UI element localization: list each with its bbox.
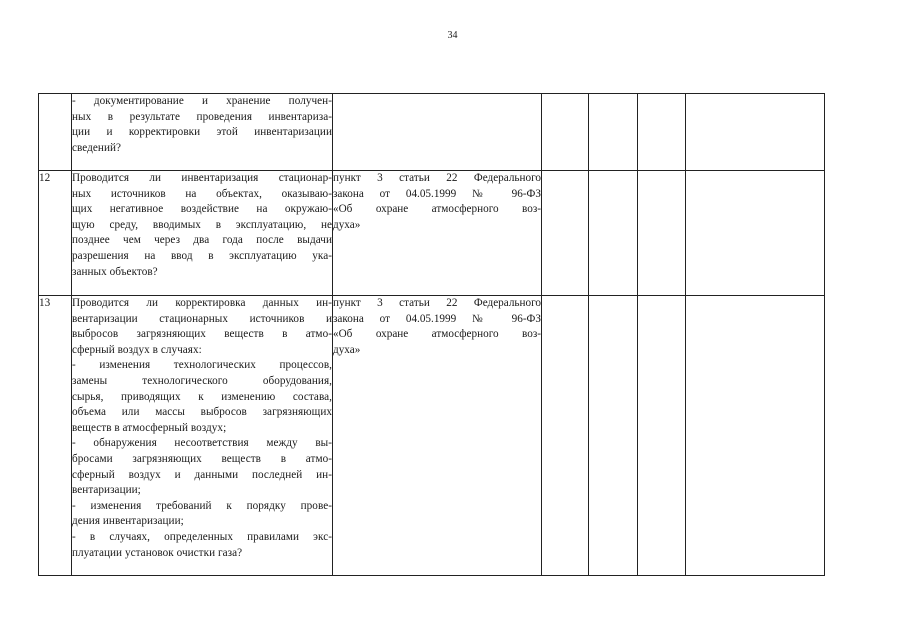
question-line: ции и корректировки этой инвентаризации xyxy=(72,126,332,139)
question-line: - документирование и хранение получен- xyxy=(72,95,332,107)
table-row xyxy=(39,171,825,296)
answer-no-cell xyxy=(589,171,638,296)
question-line: вентаризации; xyxy=(72,484,141,497)
question-cell xyxy=(72,171,333,296)
question-line: - изменения требований к порядку прове- xyxy=(72,499,332,512)
legal-reference-cell xyxy=(333,94,542,171)
question-line: выбросов загрязняющих веществ в атмо- xyxy=(72,328,332,341)
legal-reference-line: духа» xyxy=(333,218,361,231)
question-line: разрешения на ввод в эксплуатацию ука- xyxy=(72,249,332,262)
question-line: замены технологического оборудования, xyxy=(72,374,332,387)
page-number: 34 xyxy=(447,30,458,41)
legal-reference-line: «Об охране атмосферного воз- xyxy=(333,328,541,341)
question-line: сырья, приводящих к изменению состава, xyxy=(72,390,332,403)
question-line: Проводится ли инвентаризация стационар- xyxy=(72,172,332,184)
note-cell xyxy=(686,94,825,171)
answer-yes-cell xyxy=(542,296,589,576)
legal-reference-line: закона от 04.05.1999 № 96-ФЗ xyxy=(333,312,541,325)
row-number-cell: 13 xyxy=(39,296,72,576)
question-line: бросами загрязняющих веществ в атмо- xyxy=(72,452,332,465)
legal-reference-line: закона от 04.05.1999 № 96-ФЗ xyxy=(333,187,541,200)
question-line: ных источников на объектах, оказываю- xyxy=(72,187,332,200)
note-cell xyxy=(686,296,825,576)
question-cell xyxy=(72,94,333,171)
question-line: щих негативное воздействие на окружаю- xyxy=(72,203,332,216)
row-number-cell xyxy=(39,94,72,171)
legal-reference-line: «Об охране атмосферного воз- xyxy=(333,203,541,216)
legal-reference-cell xyxy=(333,296,542,576)
question-line: позднее чем через два года после выдачи xyxy=(72,234,332,247)
question-line: ных в результате проведения инвентариза- xyxy=(72,110,332,123)
answer-yes-cell xyxy=(542,94,589,171)
question-line: щую среду, вводимых в эксплуатацию, не xyxy=(72,218,332,231)
question-line: - изменения технологических процессов, xyxy=(72,359,332,372)
note-cell xyxy=(686,171,825,296)
question-line: - обнаружения несоответствия между вы- xyxy=(72,437,332,450)
not-applicable-cell xyxy=(638,171,686,296)
question-line: сведений? xyxy=(72,141,122,154)
legal-reference-line: духа» xyxy=(333,343,361,356)
legal-reference-line: пункт 3 статьи 22 Федерального xyxy=(333,172,541,184)
answer-yes-cell xyxy=(542,171,589,296)
question-line: дения инвентаризации; xyxy=(72,515,184,528)
question-line: занных объектов? xyxy=(72,265,158,278)
question-line: вентаризации стационарных источников и xyxy=(72,312,332,325)
question-line: - в случаях, определенных правилами экс- xyxy=(72,530,332,543)
question-cell xyxy=(72,296,333,576)
not-applicable-cell xyxy=(638,296,686,576)
legal-reference-line: пункт 3 статьи 22 Федерального xyxy=(333,297,541,309)
question-line: веществ в атмосферный воздух; xyxy=(72,421,227,434)
legal-reference-cell xyxy=(333,171,542,296)
question-line: сферный воздух и данными последней ин- xyxy=(72,468,332,481)
question-line: Проводится ли корректировка данных ин- xyxy=(72,297,332,309)
row-number-cell: 12 xyxy=(39,171,72,296)
answer-no-cell xyxy=(589,296,638,576)
table-row xyxy=(39,94,825,171)
checklist-table xyxy=(38,93,825,576)
answer-no-cell xyxy=(589,94,638,171)
table-row xyxy=(39,296,825,576)
question-line: сферный воздух в случаях: xyxy=(72,343,202,356)
not-applicable-cell xyxy=(638,94,686,171)
question-line: объема или массы выбросов загрязняющих xyxy=(72,406,332,419)
question-line: плуатации установок очистки газа? xyxy=(72,546,243,559)
